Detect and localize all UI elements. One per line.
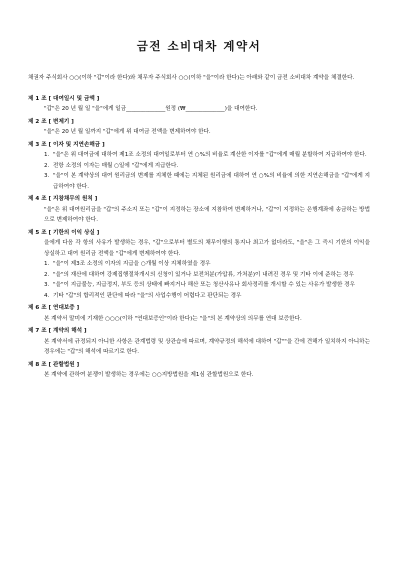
item-text: "을"이 본 계약상의 대여 원리금의 변제를 지체한 때에는 지체된 원리금에 대하여 연 ○%의 비율에 의한 지연손해금을 "갑"에게 지급하여야 한다. (53, 173, 370, 190)
item-number: 4. (44, 292, 50, 299)
article-heading: 제 8 조 [ 관할법원 ] (28, 361, 80, 368)
article-paragraph: 본 계약서 말미에 기재한 ○○○(이하 "연대보증인"이라 한다)는 "을"의 본 계약상의 의무를 연대 보증한다. (44, 315, 302, 322)
item-text: "을"은 위 대여금에 대하여 제1조 소정의 대여일로부터 연 ○%의 비율로 계산한 이자를 "갑"에게 매월 분할하여 지급하여야 한다. (53, 152, 367, 158)
article-heading: 제 1 조 [ 대여일시 및 금액 ] (28, 95, 100, 102)
list-item (28, 270, 370, 281)
article-paragraph: "을"은 위 대여원리금을 "갑"의 주소지 또는 "갑"이 지정하는 장소에 지참하여 변제하거나, "갑"이 지정하는 은행계좌에 송금하는 방법으로 변제하여야 한다. (44, 206, 370, 223)
article-heading: 제 5 조 [ 기한의 이익 상실 ] (28, 229, 100, 236)
article-heading: 제 4 조 [ 지참채무의 원칙 ] (28, 196, 98, 202)
list-item (28, 280, 370, 291)
intro-paragraph: 채권자 주식회사 ○○(이하 "갑"이라 한다)와 채무자 주식회사 ○○(이하 "을"이라 한다)는 아래와 같이 금전 소비대차 계약을 체결한다. (28, 75, 355, 81)
item-text: "을"이 제3조 소정의 이자의 지급을 ○개월 이상 지체하였을 경우 (53, 261, 211, 267)
item-text: "을"의 재산에 대하여 강제집행절차개시의 신청이 있거나 보전처분(가압류, 가처분)이 내려진 경우 및 기타 이에 준하는 경우 (53, 271, 354, 278)
item-number: 2. (44, 271, 50, 278)
document-title: 금전 소비대차 계약서 (136, 39, 262, 53)
article-paragraph: 을에게 다음 각 항의 사유가 발생하는 경우, "갑"으로부터 별도의 채무이행의 통지나 최고가 없더라도, "을"은 그 즉시 기한의 이익을 상실하고 대여 원리금 전액을 "갑"에게 변제하여야 한다. (44, 240, 370, 257)
list-item (28, 259, 370, 270)
article-heading: 제 2 조 [ 변제기 ] (28, 118, 74, 125)
item-number: 3. (44, 282, 50, 288)
article-paragraph: 본 계약에 관하여 분쟁이 발생하는 경우에는 ○○지방법원을 제1심 관할법원으로 한다. (44, 372, 254, 378)
article-8 (28, 360, 370, 381)
item-text: 기타 "갑"의 합리적인 판단에 따라 "을"의 사업수행이 어렵다고 판단되는 경우 (53, 292, 242, 299)
item-text: 전항 소정의 이자는 매월 ○일에 "갑"에게 지급한다. (53, 162, 179, 169)
article-paragraph: "갑"은 20 년 월 일 "을"에게 일금______________원정 (₩______________)을 대여한다. (44, 106, 258, 112)
article-heading: 제 6 조 [ 연대보증 ] (28, 305, 80, 311)
list-item (28, 150, 370, 161)
article-5 (28, 228, 370, 302)
list-item (28, 291, 370, 302)
item-number: 1. (44, 152, 50, 158)
article-4 (28, 194, 370, 226)
item-number: 3. (44, 173, 50, 179)
item-number: 2. (44, 162, 50, 169)
article-3 (28, 140, 370, 193)
article-1 (28, 94, 370, 115)
item-text: "을"이 지급불능, 지급정지, 부도 등의 상태에 빠지거나 해산 또는 청산사유나 회사정리를 개시할 수 있는 사유가 발생한 경우 (53, 282, 355, 288)
article-paragraph: "을"은 20 년 월 일까지 "갑"에게 위 대여금 전액을 변제하여야 한다. (44, 129, 211, 135)
list-item (28, 171, 370, 192)
item-number: 1. (44, 261, 50, 267)
article-2 (28, 117, 370, 138)
article-6 (28, 303, 370, 324)
article-7 (28, 326, 370, 358)
article-paragraph: 본 계약서에 규정되지 아니한 사항은 관계법령 및 상관습에 따르며, 계약규정의 해석에 대하여 "갑""을 간에 견해가 일치하지 아니하는 경우에는 "갑"의 해석에 따르기로 한다. (44, 338, 370, 355)
list-item (28, 161, 370, 172)
article-heading: 제 3 조 [ 이자 및 지연손해금 ] (28, 141, 105, 148)
article-heading: 제 7 조 [ 계약의 해석 ] (28, 328, 87, 334)
